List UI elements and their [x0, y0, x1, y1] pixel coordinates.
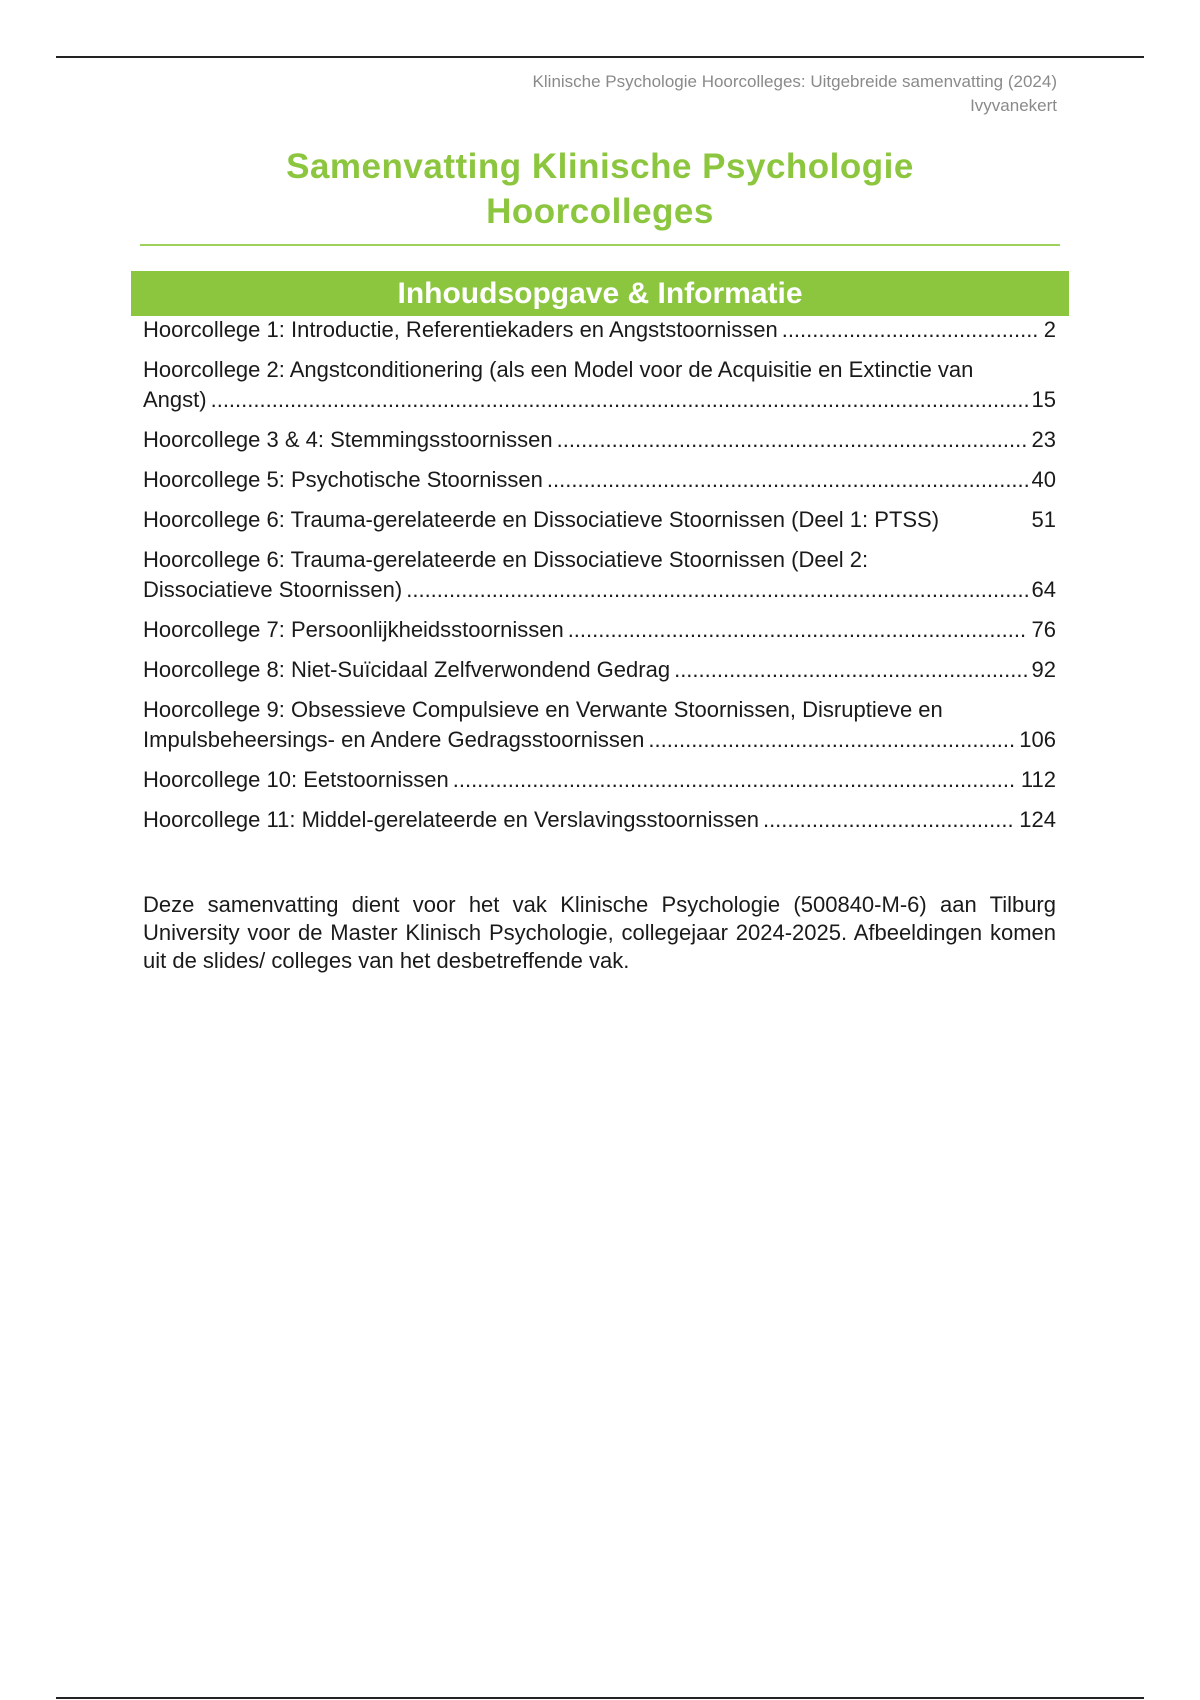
- toc-entry-title[interactable]: Hoorcollege 3 & 4: Stemmingsstoornissen: [143, 427, 553, 452]
- toc-entry-title[interactable]: Hoorcollege 8: Niet-Suïcidaal Zelfverwondend Gedrag: [143, 657, 671, 682]
- toc-entry-page[interactable]: 40: [1031, 467, 1056, 492]
- toc-entry[interactable]: [143, 505, 1056, 535]
- toc-leader: [782, 315, 1040, 345]
- bottom-rule: [56, 1697, 1144, 1699]
- toc-entry-title[interactable]: Hoorcollege 7: Persoonlijkheidsstoornissen: [143, 617, 564, 642]
- toc-entry-title-line1[interactable]: Hoorcollege 6: Trauma-gerelateerde en Dissociatieve Stoornissen (Deel 2:: [143, 547, 869, 572]
- toc-leader: [763, 805, 1015, 835]
- toc-leader: [211, 385, 1028, 415]
- running-header: [533, 70, 1057, 118]
- toc-entry[interactable]: [143, 545, 1056, 605]
- toc-entry-page[interactable]: 51: [1031, 507, 1056, 532]
- toc-entry-page[interactable]: 64: [1031, 577, 1056, 602]
- toc-entry[interactable]: [143, 615, 1056, 645]
- toc-leader: [406, 575, 1027, 605]
- toc-entry-title[interactable]: Hoorcollege 5: Psychotische Stoornissen: [143, 467, 543, 492]
- toc-entry-page[interactable]: 92: [1031, 657, 1056, 682]
- toc-leader: [557, 425, 1028, 455]
- info-paragraph: Deze samenvatting dient voor het vak Klinische Psychologie (500840-M-6) aan Tilburg University voor de Master Klinisch Psychologie, collegejaar 2024-2025. Afbeeldingen komen uit de slides/ colleges van het desbetreffende vak.: [143, 892, 1056, 973]
- toc-entry-title[interactable]: Impulsbeheersings- en Andere Gedragsstoornissen: [143, 727, 645, 752]
- toc-entry-title[interactable]: Hoorcollege 10: Eetstoornissen: [143, 767, 449, 792]
- toc-entry[interactable]: [143, 655, 1056, 685]
- toc-entry-title-line1[interactable]: Hoorcollege 2: Angstconditionering (als een Model voor de Acquisitie en Extinctie van: [143, 357, 974, 382]
- toc-heading: Inhoudsopgave & Informatie: [131, 271, 1069, 316]
- toc-entry-page[interactable]: 2: [1043, 317, 1056, 342]
- toc-entry-title-line1[interactable]: Hoorcollege 9: Obsessieve Compulsieve en Verwante Stoornissen, Disruptieve en: [143, 697, 943, 722]
- toc-entry-title[interactable]: Hoorcollege 1: Introductie, Referentiekaders en Angststoornissen: [143, 317, 778, 342]
- table-of-contents: [143, 315, 1056, 845]
- header-doc-subtitle: Klinische Psychologie Hoorcolleges: Uitgebreide samenvatting (2024): [532, 72, 1057, 91]
- toc-entry-page[interactable]: 106: [1019, 727, 1056, 752]
- toc-entry[interactable]: [143, 805, 1056, 835]
- toc-leader: [453, 765, 1017, 795]
- toc-entry-page[interactable]: 124: [1019, 807, 1056, 832]
- page-title-line2: Hoorcolleges: [486, 192, 714, 231]
- page-title-line1: Samenvatting Klinische Psychologie: [286, 147, 914, 186]
- toc-entry[interactable]: [143, 465, 1056, 495]
- toc-entry[interactable]: [143, 425, 1056, 455]
- toc-entry[interactable]: [143, 765, 1056, 795]
- toc-leader: [568, 615, 1028, 645]
- toc-entry-title[interactable]: Hoorcollege 11: Middel-gerelateerde en Verslavingsstoornissen: [143, 807, 759, 832]
- toc-leader: [547, 465, 1028, 495]
- toc-entry[interactable]: [143, 315, 1056, 345]
- header-author: Ivyvanekert: [970, 96, 1057, 115]
- toc-entry[interactable]: [143, 355, 1056, 415]
- page-title: [140, 144, 1060, 234]
- toc-entry-page[interactable]: 15: [1031, 387, 1056, 412]
- toc-entry-title[interactable]: Dissociatieve Stoornissen): [143, 577, 403, 602]
- top-rule: [56, 56, 1144, 58]
- toc-entry-page[interactable]: 23: [1031, 427, 1056, 452]
- toc-entry-page[interactable]: 76: [1031, 617, 1056, 642]
- toc-entry[interactable]: [143, 695, 1056, 755]
- title-underline: [140, 244, 1060, 246]
- toc-leader: [648, 725, 1015, 755]
- toc-entry-title[interactable]: Angst): [143, 387, 207, 412]
- toc-entry-page[interactable]: 112: [1020, 767, 1056, 792]
- toc-leader: [674, 655, 1027, 685]
- toc-entry-title[interactable]: Hoorcollege 6: Trauma-gerelateerde en Dissociatieve Stoornissen (Deel 1: PTSS): [143, 507, 940, 532]
